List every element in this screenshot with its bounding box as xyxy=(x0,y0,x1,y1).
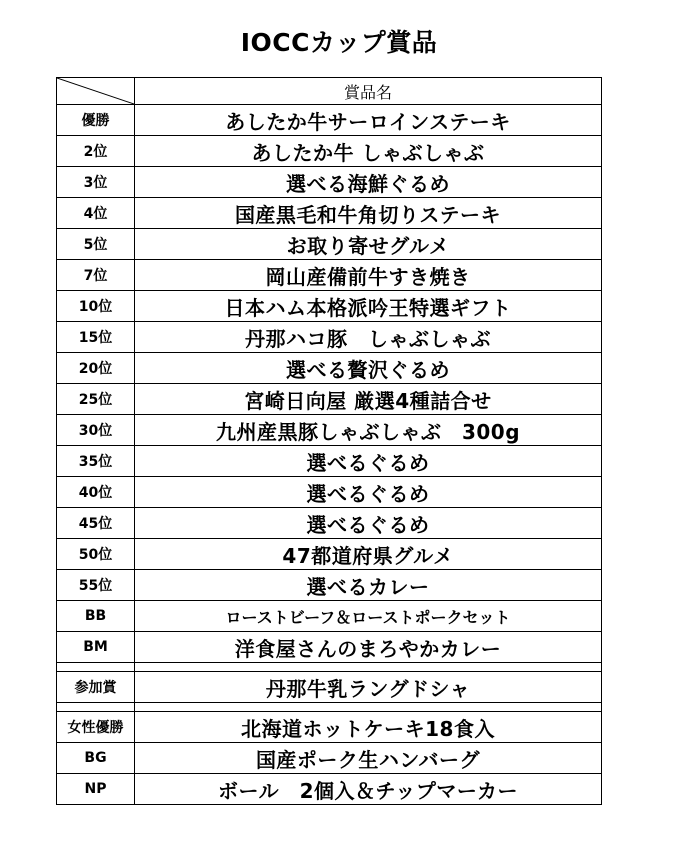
rank-cell: 55位 xyxy=(57,570,135,601)
table-row xyxy=(57,415,602,446)
prize-name-cell: 北海道ホットケーキ18食入 xyxy=(135,712,602,743)
table-row xyxy=(57,260,602,291)
rank-cell: 45位 xyxy=(57,508,135,539)
spacer-cell xyxy=(135,663,602,672)
rank-cell: 35位 xyxy=(57,446,135,477)
table-row xyxy=(57,384,602,415)
table-row xyxy=(57,774,602,805)
prize-name-cell: 宮崎日向屋 厳選4種詰合せ xyxy=(135,384,602,415)
prize-name-cell: 選べる海鮮ぐるめ xyxy=(135,167,602,198)
spacer-row xyxy=(57,703,602,712)
prize-name-cell: 選べるぐるめ xyxy=(135,446,602,477)
table-row xyxy=(57,291,602,322)
table-row xyxy=(57,198,602,229)
table-row xyxy=(57,508,602,539)
prize-name-cell: あしたか牛サーロインステーキ xyxy=(135,105,602,136)
rank-cell: 15位 xyxy=(57,322,135,353)
header-corner-cell xyxy=(57,78,135,105)
rank-cell: 40位 xyxy=(57,477,135,508)
page-title: IOCCカップ賞品 xyxy=(240,28,438,57)
table-row xyxy=(57,446,602,477)
table-row xyxy=(57,632,602,663)
rank-cell: 7位 xyxy=(57,260,135,291)
rank-cell: 2位 xyxy=(57,136,135,167)
rank-cell: BG xyxy=(57,743,135,774)
spacer-cell xyxy=(57,703,135,712)
prize-name-cell: お取り寄せグルメ xyxy=(135,229,602,260)
table-row xyxy=(57,570,602,601)
table-row xyxy=(57,105,602,136)
prize-name-cell: 国産ポーク生ハンバーグ xyxy=(135,743,602,774)
rank-cell: 4位 xyxy=(57,198,135,229)
table-row xyxy=(57,136,602,167)
prize-name-cell: 選べるぐるめ xyxy=(135,508,602,539)
table-row xyxy=(57,353,602,384)
table-row xyxy=(57,229,602,260)
rank-cell: 10位 xyxy=(57,291,135,322)
spacer-row xyxy=(57,663,602,672)
prize-name-cell: 日本ハム本格派吟王特選ギフト xyxy=(135,291,602,322)
header-prize-name: 賞品名 xyxy=(135,78,602,105)
table-row xyxy=(57,539,602,570)
diagonal-line xyxy=(57,78,134,104)
rank-cell: 女性優勝 xyxy=(57,712,135,743)
rank-cell: BM xyxy=(57,632,135,663)
prize-name-cell: ボール 2個入＆チップマーカー xyxy=(135,774,602,805)
rank-cell: 参加賞 xyxy=(57,672,135,703)
rank-cell: 5位 xyxy=(57,229,135,260)
prize-name-cell: 丹那ハコ豚 しゃぶしゃぶ xyxy=(135,322,602,353)
rank-cell: 50位 xyxy=(57,539,135,570)
prize-name-cell: 選べるぐるめ xyxy=(135,477,602,508)
table-row xyxy=(57,712,602,743)
rank-cell: 3位 xyxy=(57,167,135,198)
prize-name-cell: 丹那牛乳ラングドシャ xyxy=(135,672,602,703)
spacer-cell xyxy=(135,703,602,712)
prize-name-cell: ローストビーフ＆ローストポークセット xyxy=(135,601,602,632)
table-header-row xyxy=(57,78,602,105)
table-row xyxy=(57,743,602,774)
prize-name-cell: 岡山産備前牛すき焼き xyxy=(135,260,602,291)
prize-name-cell: 洋食屋さんのまろやかカレー xyxy=(135,632,602,663)
prize-name-cell: 47都道府県グルメ xyxy=(135,539,602,570)
table-row xyxy=(57,601,602,632)
rank-cell: 30位 xyxy=(57,415,135,446)
rank-cell: BB xyxy=(57,601,135,632)
rank-cell: 20位 xyxy=(57,353,135,384)
prize-name-cell: 九州産黒豚しゃぶしゃぶ 300g xyxy=(135,415,602,446)
prize-name-cell: 国産黒毛和牛角切りステーキ xyxy=(135,198,602,229)
table-row xyxy=(57,167,602,198)
prize-name-cell: 選べるカレー xyxy=(135,570,602,601)
rank-cell: 25位 xyxy=(57,384,135,415)
prize-name-cell: 選べる贅沢ぐるめ xyxy=(135,353,602,384)
table-row xyxy=(57,322,602,353)
rank-cell: 優勝 xyxy=(57,105,135,136)
rank-cell: NP xyxy=(57,774,135,805)
spacer-cell xyxy=(57,663,135,672)
table-row xyxy=(57,672,602,703)
prize-name-cell: あしたか牛 しゃぶしゃぶ xyxy=(135,136,602,167)
prize-table xyxy=(56,77,602,805)
table-row xyxy=(57,477,602,508)
